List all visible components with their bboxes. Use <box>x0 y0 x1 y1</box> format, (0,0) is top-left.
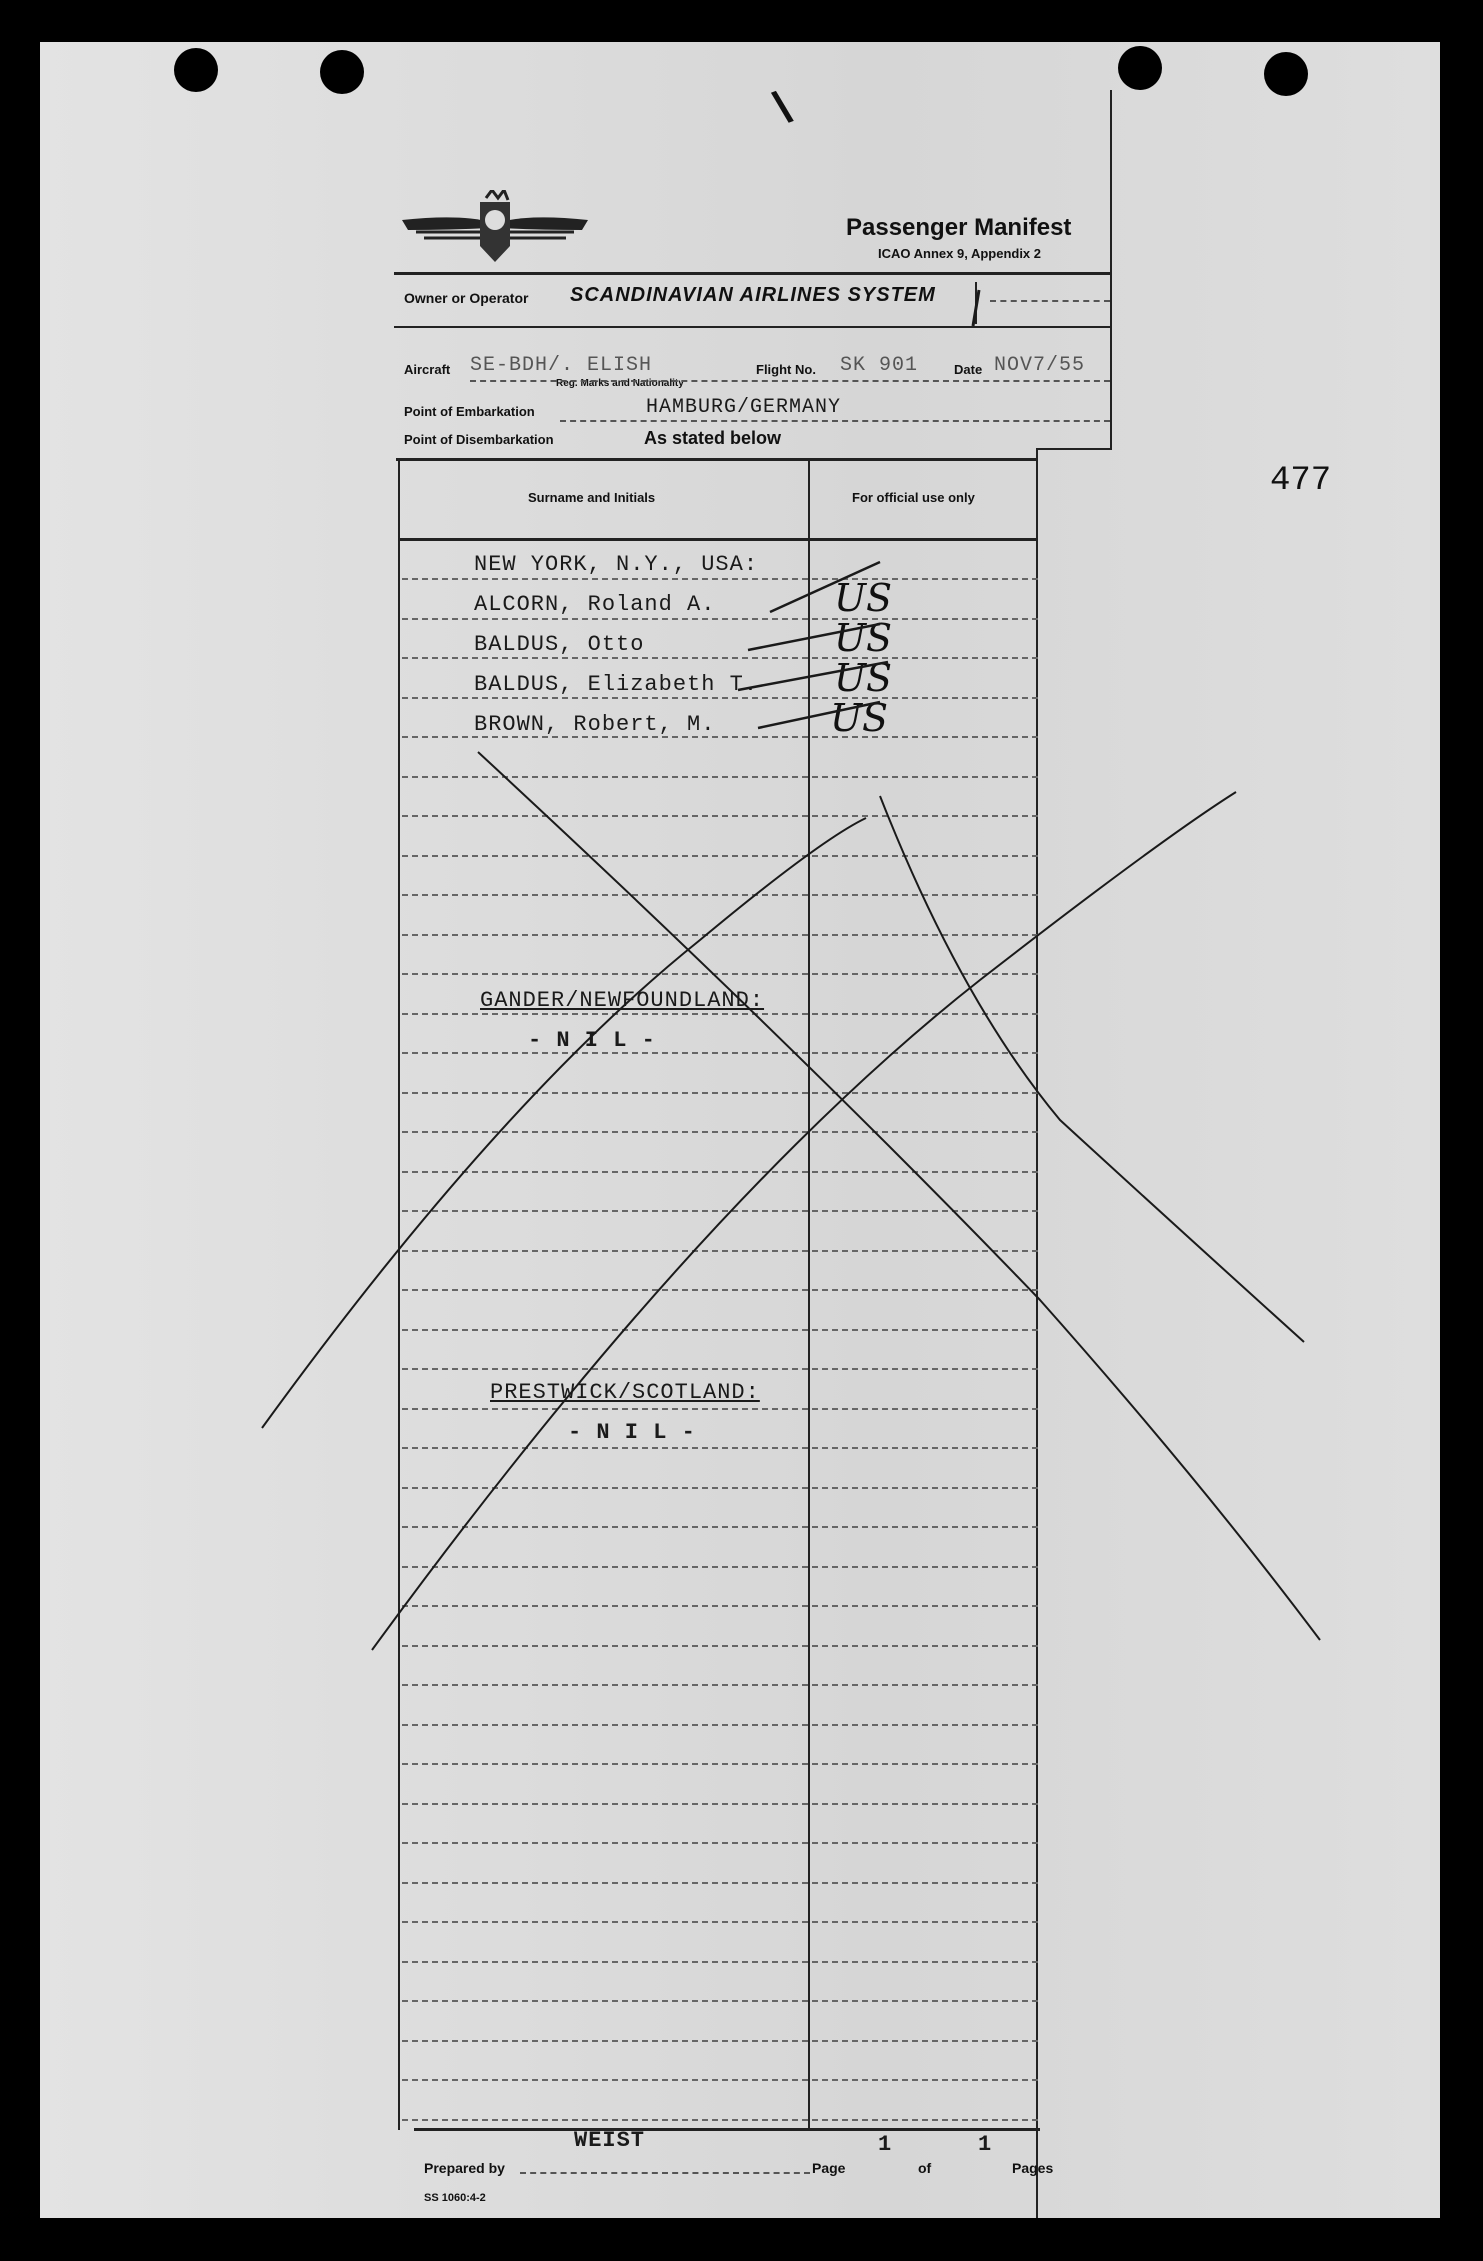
passenger-name: ALCORN, Roland A. <box>474 592 716 617</box>
prepared-value: WEIST <box>574 2128 646 2153</box>
prepared-label: Prepared by <box>424 2160 505 2176</box>
owner-value: SCANDINAVIAN AIRLINES SYSTEM <box>570 284 936 306</box>
col-names-header: Surname and Initials <box>528 490 656 505</box>
strike-line <box>738 662 888 690</box>
cross-out-stroke <box>372 792 1236 1650</box>
destination-heading: NEW YORK, N.Y., USA: <box>474 552 759 577</box>
of-label: of <box>918 2160 932 2176</box>
reg-marks-label: Reg. Marks and Nationality <box>556 378 684 389</box>
form-code: SS 1060:4-2 <box>424 2192 486 2204</box>
owner-pen-mark <box>973 290 979 326</box>
corner-mark: \ <box>767 80 798 134</box>
page-value: 1 <box>878 2132 893 2157</box>
page-label: Page <box>812 2160 846 2176</box>
strike-line <box>770 562 880 612</box>
passenger-name: BALDUS, Otto <box>474 632 645 657</box>
manifest-title: Passenger Manifest <box>846 214 1072 241</box>
official-mark: US <box>834 576 893 620</box>
date-value: NOV7/55 <box>994 354 1086 377</box>
owner-label: Owner or Operator <box>404 290 529 306</box>
passenger-name: BROWN, Robert, M. <box>474 712 716 737</box>
col-official-header: For official use only <box>852 490 975 505</box>
pages-label: Pages <box>1012 2160 1054 2176</box>
aircraft-value: SE-BDH/. ELISH <box>470 354 653 377</box>
passenger-name: BALDUS, Elizabeth T. <box>474 672 759 697</box>
embark-label: Point of Embarkation <box>404 404 535 419</box>
destination-heading: PRESTWICK/SCOTLAND: <box>490 1380 760 1405</box>
disembark-label: Point of Disembarkation <box>404 432 554 447</box>
aircraft-label: Aircraft <box>404 362 451 377</box>
cross-out-stroke <box>880 796 1304 1342</box>
cross-out-stroke <box>478 752 1320 1640</box>
flight-value: SK 901 <box>840 354 919 377</box>
nil-entry: - N I L - <box>528 1028 656 1053</box>
flight-label: Flight No. <box>756 362 816 377</box>
page-stamp-number: 477 <box>1270 462 1332 500</box>
of-value: 1 <box>978 2132 993 2157</box>
disembark-value: As stated below <box>644 428 782 448</box>
embark-value: HAMBURG/GERMANY <box>646 396 842 419</box>
official-mark: US <box>834 656 893 700</box>
nil-entry: - N I L - <box>568 1420 696 1445</box>
manifest-subtitle: ICAO Annex 9, Appendix 2 <box>878 246 1042 261</box>
official-mark: US <box>830 696 889 740</box>
strike-line <box>758 702 880 728</box>
destination-heading: GANDER/NEWFOUNDLAND: <box>480 988 765 1013</box>
strike-line <box>748 624 880 650</box>
cross-out-stroke <box>262 818 866 1428</box>
date-label: Date <box>954 362 983 377</box>
official-mark: US <box>834 616 893 660</box>
